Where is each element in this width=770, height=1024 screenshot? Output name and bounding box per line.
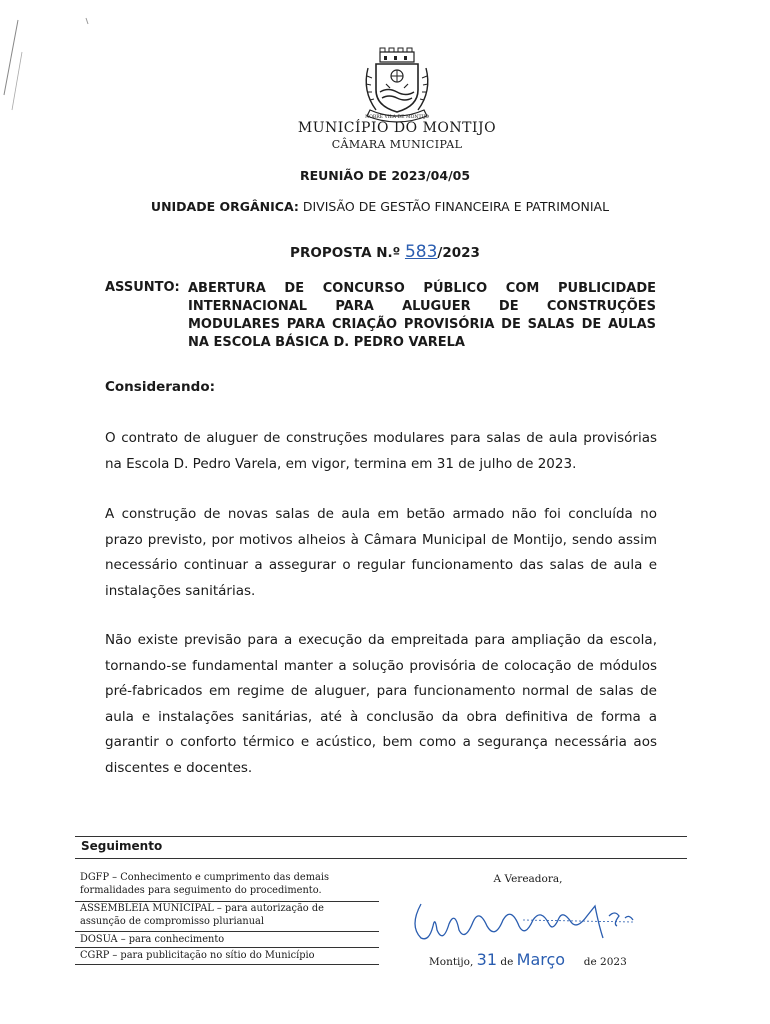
municipal-coat-of-arms-icon	[358, 46, 436, 124]
date-year: de 2023	[583, 956, 627, 968]
followup-item: CGRP – para publicitação no sítio do Município	[80, 950, 315, 961]
signatory-role: A Vereadora,	[493, 873, 563, 885]
proposal-number	[0, 242, 770, 262]
body-paragraph: A construção de novas salas de aula em betão armado não foi concluída no prazo previsto, por motivos alheios à Câmara Municipal de Montijo, sendo assim necessário continuar a assegurar o regular funcionamento das salas de aula e instalações sanitárias.	[105, 506, 657, 599]
followup-top-rule	[75, 836, 687, 837]
subject-label: ASSUNTO:	[105, 280, 180, 295]
organic-unit-label: UNIDADE ORGÂNICA:	[150, 199, 299, 214]
followup-row-rule	[75, 901, 379, 902]
body-paragraph: O contrato de aluguer de construções modulares para salas de aula provisórias na Escola D. Pedro Varela, em vigor, termina em 31 de julho de 2023.	[105, 430, 657, 472]
body-paragraph: Não existe previsão para a execução da empreitada para ampliação da escola, tornando-se fundamental manter a solução provisória de colocação de módulos pré-fabricados em regime de aluguer, para funcionamento normal de salas de aula e instalações sanitárias, até à conclusão da obra definitiva de forma a garantir o conforto térmico e acústico, bem como a segurança necessária aos discentes e docentes.	[105, 632, 657, 776]
considering-heading: Considerando:	[105, 379, 215, 395]
followup-item: ASSEMBLEIA MUNICIPAL – para autorização de assunção de compromisso plurianual	[80, 903, 324, 927]
followup-row-rule	[75, 964, 379, 965]
proposal-suffix: /2023	[437, 245, 480, 261]
date-de: de	[500, 956, 514, 968]
organic-unit	[0, 199, 760, 214]
proposal-handwritten-number: 583	[404, 242, 438, 262]
date-place: Montijo,	[429, 956, 474, 968]
organic-unit-value: DIVISÃO DE GESTÃO FINANCEIRA E PATRIMONIAL	[302, 199, 610, 214]
handwritten-signature	[403, 886, 643, 948]
date-month: Março	[516, 950, 566, 969]
followup-item: DOSUA – para conhecimento	[80, 934, 225, 945]
svg-text:NOBRE VILA DE MONTIJO: NOBRE VILA DE MONTIJO	[365, 115, 429, 120]
followup-header-rule	[75, 858, 687, 859]
followup-item: DGFP – Conhecimento e cumprimento das demais formalidades para seguimento do procedimento.	[80, 872, 330, 896]
council-name: CÂMARA MUNICIPAL	[331, 138, 463, 151]
municipality-name: MUNICÍPIO DO MONTIJO	[297, 120, 497, 136]
followup-row-rule	[75, 947, 379, 948]
proposal-prefix: PROPOSTA N.º	[290, 245, 401, 261]
followup-title: Seguimento	[81, 839, 163, 853]
date-day: 31	[476, 950, 498, 969]
signature-date-line	[429, 950, 627, 969]
subject-text: ABERTURA DE CONCURSO PÚBLICO COM PUBLICIDADE INTERNACIONAL PARA ALUGUER DE CONSTRUÇÕES MODULARES PARA CRIAÇÃO PROVISÓRIA DE SALAS DE AULAS NA ESCOLA BÁSICA D. PEDRO VARELA	[188, 281, 656, 350]
signature-block	[383, 868, 673, 978]
meeting-date: REUNIÃO DE 2023/04/05	[299, 168, 471, 183]
followup-row-rule	[75, 931, 379, 932]
